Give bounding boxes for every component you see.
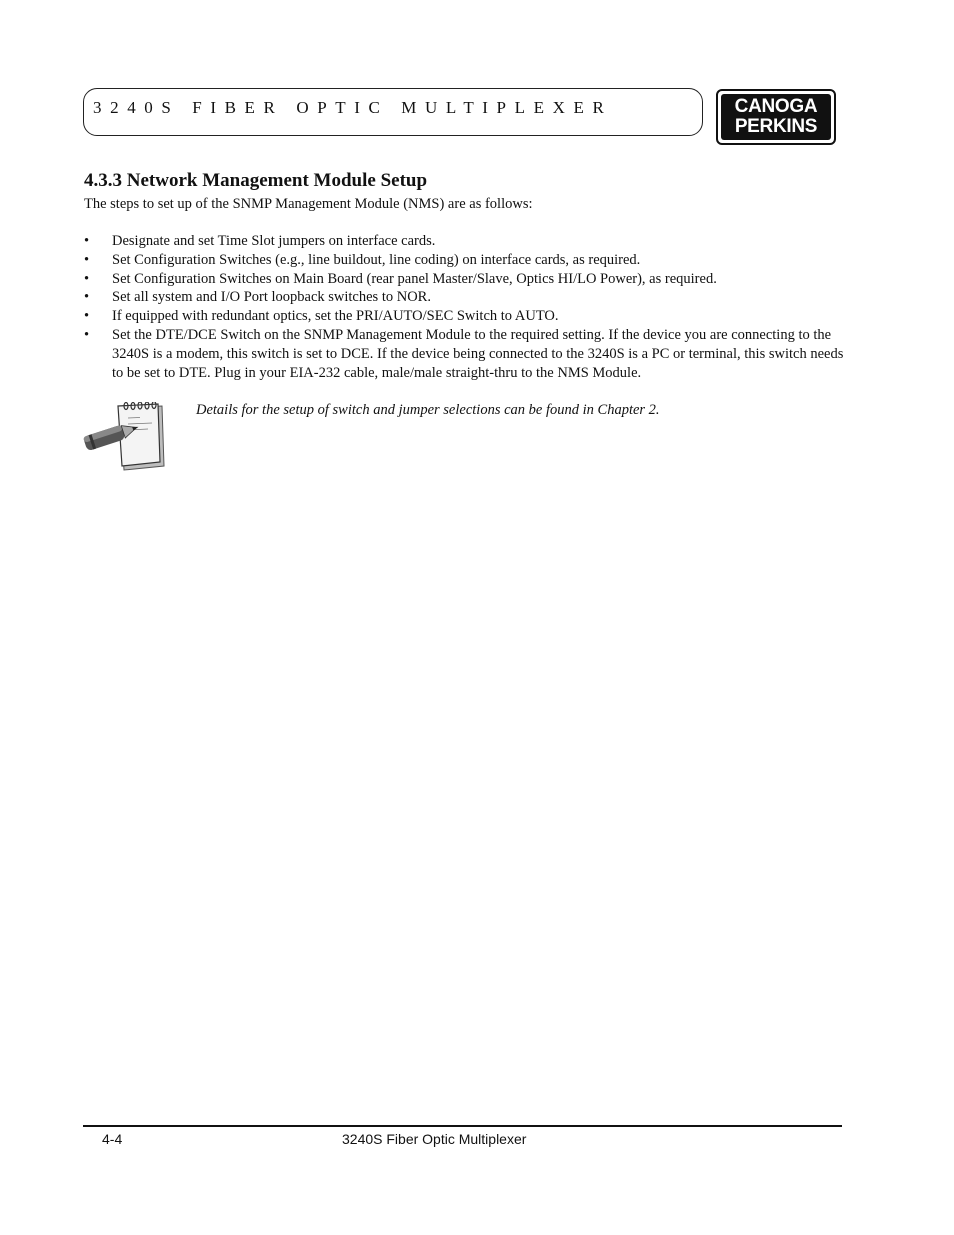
- list-item-text: If equipped with redundant optics, set the PRI/AUTO/SEC Switch to AUTO.: [112, 308, 559, 325]
- bullet-mark: •: [84, 326, 90, 343]
- logo-inner: [721, 94, 831, 140]
- list-item-text: Set Configuration Switches (e.g., line buildout, line coding) on interface cards, as required.: [112, 251, 641, 268]
- list-item-text: Set all system and I/O Port loopback switches to NOR.: [112, 289, 431, 306]
- footer-page-number: 4-4: [102, 1131, 123, 1147]
- list-item: [84, 326, 844, 382]
- bullet-mark: •: [84, 308, 90, 325]
- header-banner: [83, 88, 703, 136]
- note-pad-pen-icon: [82, 402, 166, 472]
- list-item-text: Set Configuration Switches on Main Board (rear panel Master/Slave, Optics HI/LO Power), as required.: [112, 270, 717, 287]
- bullet-mark: •: [84, 251, 90, 268]
- logo-line-1: CANOGA: [734, 96, 818, 117]
- setup-steps-list: [84, 232, 844, 382]
- list-item: [84, 232, 844, 251]
- bullet-mark: •: [84, 289, 90, 306]
- list-item: [84, 251, 844, 270]
- section-heading: 4.3.3 Network Management Module Setup: [84, 170, 428, 191]
- intro-paragraph: The steps to set up of the SNMP Management Module (NMS) are as follows:: [84, 196, 533, 212]
- list-item-text: Set the DTE/DCE Switch on the SNMP Management Module to the required setting. If the device you are connecting to the 3240S is a modem, this switch is set to DCE. If the device being connected to the 3240S is a PC or terminal, this switch needs to be set to DTE. Plug in your EIA-232 cable, male/male straight-thru to the NMS Module.: [112, 326, 844, 381]
- note-text: Details for the setup of switch and jumper selections can be found in Chapter 2.: [196, 402, 660, 418]
- list-item: [84, 270, 844, 289]
- footer-rule: [83, 1125, 842, 1127]
- bullet-mark: •: [84, 270, 90, 287]
- header-title: 3240S FIBER OPTIC MULTIPLEXER: [93, 98, 613, 117]
- bullet-mark: •: [84, 233, 90, 249]
- logo-line-2: PERKINS: [734, 116, 818, 137]
- list-item: [84, 307, 844, 326]
- list-item-text: Designate and set Time Slot jumpers on interface cards.: [112, 233, 436, 249]
- list-item: [84, 288, 844, 307]
- canoga-perkins-logo: [716, 89, 836, 145]
- footer-title: 3240S Fiber Optic Multiplexer: [342, 1131, 527, 1147]
